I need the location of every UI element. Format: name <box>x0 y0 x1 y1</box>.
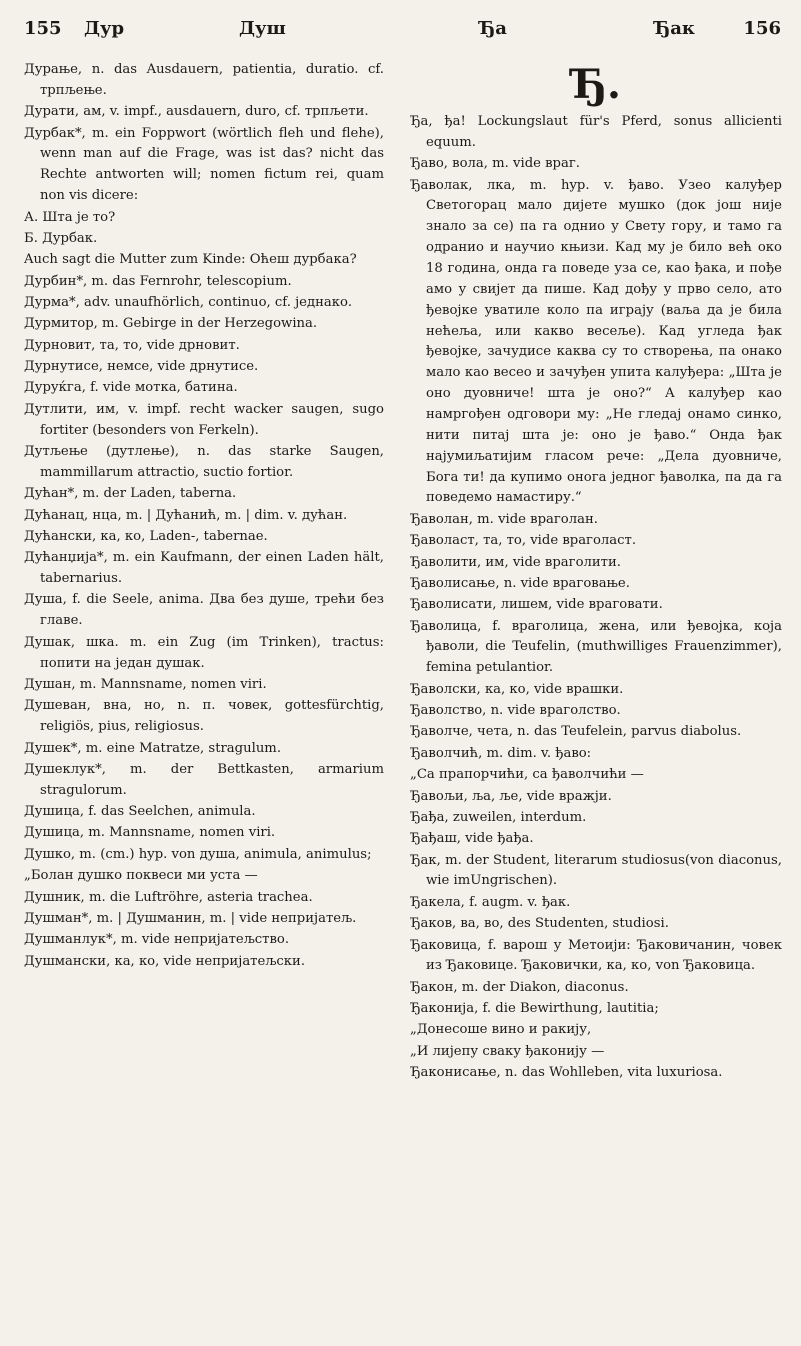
dictionary-entry: Душица, f. das Seelchen, animula. <box>24 804 256 820</box>
dictionary-entry: Дурма*, adv. unaufhörlich, continuo, cf. једнако. <box>24 294 353 310</box>
dictionary-entry: Душек*, m. eine Matratze, stragulum. <box>24 740 282 756</box>
dictionary-entry: Ђа, ђа! Lockungslaut für's Pferd, sonus allicienti equum. <box>410 114 782 150</box>
dictionary-entry: „Са прапорчићи, са ђаволчићи — <box>410 767 644 783</box>
dictionary-entry: „Донесоше вино и ракију, <box>410 1022 592 1038</box>
running-header <box>24 8 781 46</box>
dictionary-entry: Auch sagt die Mutter zum Kinde: Oћеш дурбака? <box>24 252 357 268</box>
dictionary-entry: Душан, m. Mannsname, nomen viri. <box>24 676 267 692</box>
dictionary-entry: Ђаволак, лка, m. hyp. v. ђаво. Узео калуђер Светогорац мало дијете мушко (док још није знало за се) па га однио у Свету гору, и тамо га одранио и научио књизи. Кад му је било већ око 18 година, онда га поведе уза се, као ђака, и пође амо у свијет да пише. Кад дођу у прво село, ато ђевојке уватиле коло па играју (ваља да је била нећеља, или какво весеље). Кад угледа ђак ђевојке, зачудисе каква су то створења, па онако мало као весео и зачуђен упита калуђера: „Шта је оно дуовниче! шта је оно?“ А калуђер као намргођен одговори му: „Не гледај онамо синко, нити питај шта је: оно је ђаво.“ Онда ђак најумиљатијим гласом рече: „Дела дуовниче, Бога ти! да купимо онога једног ђаволка, па да га поведемо намастиру.“ <box>410 177 782 506</box>
dictionary-entry: Ђаволан, m. vide враголан. <box>410 511 598 527</box>
dictionary-entry: Ђаволчић, m. dim. v. ђаво: <box>410 745 592 761</box>
dictionary-entry: А. Шта је то? <box>24 209 116 225</box>
dictionary-entry: Ђаво, вола, m. vide враг. <box>410 156 580 172</box>
dictionary-entry: Душко, m. (cm.) hyp. von душа, animula, animulus; <box>24 846 372 862</box>
dictionary-entry: Ђаволство, n. vide враголство. <box>410 703 621 719</box>
dictionary-entry: Дурбин*, m. das Fernrohr, telescopium. <box>24 273 292 289</box>
dictionary-entry: Ђакела, f. augm. v. ђак. <box>410 894 571 910</box>
dictionary-entry: Ђађа, zuweilen, interdum. <box>410 809 587 825</box>
dictionary-entry: „И лијепу сваку ђаконију — <box>410 1043 605 1059</box>
dictionary-entry: Дурновит, та, то, vide дрновит. <box>24 337 240 353</box>
dictionary-entry: Б. Дурбак. <box>24 230 98 246</box>
dictionary-entry: Душа, f. die Seele, anima. Два без душе, трећи без главе. <box>24 592 384 629</box>
left-page-number: 155 <box>24 18 62 39</box>
right-guide-word-last: Ђак <box>654 18 695 39</box>
section-letter: Ђ. <box>571 61 621 108</box>
dictionary-entry: Ђаволисати, лишем, vide враговати. <box>410 597 663 613</box>
right-guide-word-first: Ђа <box>479 18 507 39</box>
dictionary-entry: Дурбак*, m. ein Foppwort (wörtlich fleh und flehe), wenn man auf die Frage, was ist das? nicht das Rechte antworten will; nomen fictum rei, quam non vis dicere: <box>24 125 384 204</box>
dictionary-entry: Ђаволски, ка, ко, vide врашки. <box>410 681 624 697</box>
dictionary-entry: Ђаволче, чета, n. das Teufelein, parvus diabolus. <box>410 724 742 740</box>
left-guide-word-last: Душ <box>239 18 286 39</box>
dictionary-entry: Дутлити, им, v. impf. recht wacker saugen, sugo fortiter (besonders von Ferkeln). <box>24 401 384 438</box>
dictionary-entry: Дурмитор, m. Gebirge in der Herzegowina. <box>24 316 318 332</box>
dictionary-entry: „Болан душко поквеси ми уста — <box>24 868 258 884</box>
dictionary-entry: Дућанџија*, m. ein Kaufmann, der einen Laden hält, tabernarius. <box>24 550 384 587</box>
dictionary-entry: Ђаволити, им, vide враголити. <box>410 554 621 570</box>
dictionary-entry: Ђаконија, f. die Bewirthung, lautitia; <box>410 1001 659 1017</box>
dictionary-entry: Дуруќга, f. vide мотка, батина. <box>24 380 238 396</box>
right-column <box>410 60 782 1326</box>
dictionary-entry: Душник, m. die Luftröhre, asteria trachea. <box>24 889 313 905</box>
dictionary-entry: Ђаковица, f. варош у Метоији: Ђаковичанин, човек из Ђаковице. Ђаковички, ка, ко, von Ђаковица. <box>410 937 782 974</box>
dictionary-entry: Душман*, m. | Душманин, m. | vide непријатељ. <box>24 910 357 926</box>
dictionary-entry: Ђакон, m. der Diakon, diaconus. <box>410 979 629 995</box>
dictionary-entry: Ђавољи, ља, ље, vide вражји. <box>410 788 612 804</box>
dictionary-entry: Дућански, ка, ко, Laden-, tabernae. <box>24 528 268 544</box>
left-guide-word-first: Дур <box>84 18 125 39</box>
right-column-entries <box>410 112 782 1084</box>
dictionary-entry: Ђаволица, f. враголица, жена, или ђевојка, која ђаволи, die Teufelin, (muthwilliges Frauenzimmer), femina petulantior. <box>410 618 782 676</box>
dictionary-entry: Ђаконисање, n. das Wohlleben, vita luxuriosa. <box>410 1065 723 1081</box>
dictionary-entry: Дућан*, m. der Laden, taberna. <box>24 486 237 502</box>
dictionary-entry: Душеклук*, m. der Bettkasten, armarium stragulorum. <box>24 761 384 798</box>
dictionary-entry: Душманлук*, m. vide непријатељство. <box>24 932 290 948</box>
dictionary-entry: Дурнутисе, немсе, vide дрнутисе. <box>24 359 259 375</box>
dictionary-entry: Ђаволаст, та, то, vide враголаст. <box>410 533 637 549</box>
left-column <box>24 60 384 1326</box>
dictionary-entry: Душеван, вна, но, n. п. човек, gottesfürchtig, religiös, pius, religiosus. <box>24 698 384 735</box>
dictionary-entry: Ђаволисање, n. vide враговање. <box>410 575 630 591</box>
dictionary-entry: Ђаков, ва, во, des Studenten, studiosi. <box>410 916 669 932</box>
dictionary-entry: Дутљење (дутлење), n. das starke Saugen, mammillarum attractio, suctio fortior. <box>24 443 384 480</box>
right-page-number: 156 <box>743 18 781 39</box>
dictionary-entry: Дућанац, нца, m. | Дућанић, m. | dim. v. дућан. <box>24 507 348 523</box>
dictionary-entry: Ђађаш, vide ђађа. <box>410 831 534 847</box>
dictionary-entry: Дурати, ам, v. impf., ausdauern, duro, cf. трпљети. <box>24 104 369 120</box>
dictionary-entry: Душак, шка. m. ein Zug (im Trinken), tractus: попити на један душак. <box>24 634 384 671</box>
dictionary-entry: Ђак, m. der Student, literarum studiosus(von diaconus, wie imUngrischen). <box>410 852 782 889</box>
dictionary-entry: Душмански, ка, ко, vide непријатељски. <box>24 953 306 969</box>
dictionary-entry: Дурање, n. das Ausdauern, patientia, duratio. cf. трпљење. <box>24 62 384 98</box>
dictionary-entry: Душица, m. Mannsname, nomen viri. <box>24 825 276 841</box>
